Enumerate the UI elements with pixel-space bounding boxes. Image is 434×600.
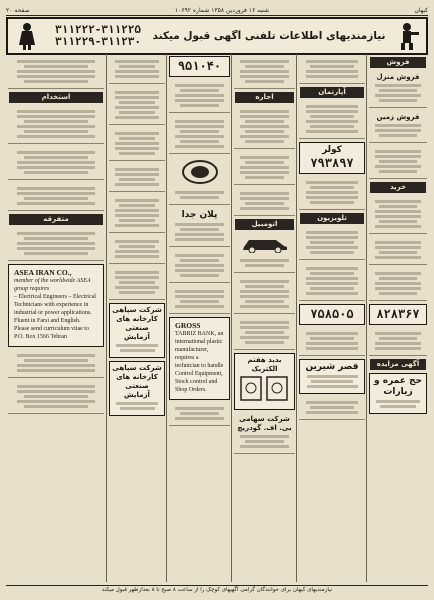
ad-land-sale <box>369 111 427 143</box>
ad-generic <box>169 250 230 283</box>
ad-generic <box>109 195 165 233</box>
ad-generic <box>169 403 230 426</box>
appliance-icon <box>238 374 292 402</box>
ad-company-import <box>109 303 165 358</box>
phone-figure-icon-left <box>10 21 44 51</box>
paper-name: کیهان <box>414 7 428 14</box>
ad-title: فروش منزل <box>376 73 420 81</box>
banner-phone-line-1: ۳۱۱۲۲۲-۳۱۱۲۲۵ <box>54 23 142 36</box>
ad-generic <box>169 80 230 113</box>
ad-generic <box>8 106 104 144</box>
section-various: متفرقه <box>9 214 103 225</box>
ad-generic <box>299 328 365 356</box>
ad-generic <box>369 146 427 179</box>
ad-generic <box>234 276 295 314</box>
ad-generic <box>299 227 365 260</box>
section-tv: تلویزیون <box>300 213 364 224</box>
ad-title: حج عمره و زیارات <box>374 376 422 397</box>
company-logo-icon <box>180 159 220 185</box>
banner-headline: نیازمندیهای اطلاعات تلفنی آگهی قبول میکند <box>152 30 386 42</box>
section-auction: آگهی مزایده <box>370 359 426 370</box>
ad-generic <box>8 381 104 414</box>
classifieds-banner <box>6 17 428 55</box>
ad-gross-text <box>172 320 227 396</box>
ad-generic <box>169 116 230 154</box>
column-4 <box>166 54 232 582</box>
ad-title: شرکت سپاهی کارخانه های صنعتی آزمایش <box>112 364 162 399</box>
page-number: صفحه ۲۰ <box>6 7 30 14</box>
ad-generic <box>234 56 295 89</box>
ad-title: شرکت سپاهی کارخانه های صنعتی آزمایش <box>112 306 162 341</box>
banner-phone-line-2: ۳۱۱۲۲۹-۳۱۱۲۳۰ <box>54 35 142 48</box>
ad-phone-number: ۹۵۱۰۴۰ <box>177 59 222 73</box>
issue-date: شنبه ۱۶ فروردین ۱۳۵۸ شماره ۱۰۶۹۲ <box>174 7 270 14</box>
ad-asea-text <box>11 267 101 343</box>
ad-phone-boxed <box>299 304 365 325</box>
column-1 <box>366 54 429 582</box>
ad-generic <box>369 268 427 301</box>
section-sale: فروش <box>370 57 426 68</box>
ad-generic <box>299 56 365 84</box>
ad-asea-items: – Electrical Engineers – Electrical Technicians with experience in industrial or power applications. Fluent in Farsi and English. <box>14 294 96 324</box>
ad-title: شرکت سهامی بی. اف. گودریچ <box>237 415 292 432</box>
ad-generic <box>109 87 165 125</box>
page-header-strip <box>6 6 428 16</box>
ad-generic <box>109 267 165 300</box>
ad-generic <box>8 56 104 89</box>
ad-title: کولر <box>322 145 342 155</box>
column-3 <box>231 54 297 582</box>
ad-generic <box>299 177 365 210</box>
ad-generic <box>109 128 165 161</box>
banner-phones <box>46 24 150 48</box>
ad-generic <box>8 183 104 211</box>
ad-asea <box>8 264 104 347</box>
ad-hajj <box>369 373 427 414</box>
ad-generic <box>8 350 104 378</box>
ad-generic <box>369 196 427 234</box>
ad-generic <box>369 237 427 265</box>
section-apartments: آپارتمان <box>300 87 364 98</box>
section-rent: اجاره <box>235 92 294 103</box>
column-2 <box>296 54 367 582</box>
ad-phone-boxed <box>369 304 427 325</box>
ad-generic <box>299 101 365 139</box>
ad-generic <box>234 188 295 216</box>
ad-title: پلان جدا <box>181 210 218 220</box>
ad-title: فروش زمین <box>376 113 420 121</box>
ad-asea-contact: Please send curriculum vitae to P.O. Box 1566 Tehran <box>14 326 89 340</box>
ad-gross-body: TABRIZ BANK, an international plastic manufacturer, requires a technician to handle Control Equipment, Stock control and Shop Orders. <box>175 331 224 393</box>
section-employment: استخدام <box>9 92 103 103</box>
ad-gross-title: GROSS <box>175 321 201 330</box>
phone-figure-icon <box>390 21 424 51</box>
ad-phone-boxed <box>169 56 230 77</box>
ad-generic <box>8 147 104 180</box>
ad-qasrshirin <box>299 359 365 394</box>
ad-company-import-2 <box>109 361 165 416</box>
ad-generic <box>8 228 104 261</box>
ad-title: قصر شیرین <box>305 362 359 372</box>
section-cars: اتومبیل <box>235 219 294 230</box>
ad-koolar <box>299 142 365 174</box>
ad-house-sale <box>369 71 427 108</box>
ad-car-image <box>234 233 295 273</box>
ad-generic <box>109 164 165 192</box>
ad-asea-subtitle: member of the worldwide ASEA group requires <box>14 278 91 292</box>
ad-generic <box>234 106 295 149</box>
column-6 <box>6 54 106 582</box>
ad-generic <box>234 152 295 185</box>
section-buy: خرید <box>370 182 426 193</box>
ad-generic <box>299 397 365 420</box>
ad-title: بدید هفتم الکتریک <box>247 356 282 373</box>
ad-generic <box>169 286 230 314</box>
ad-logo <box>169 157 230 205</box>
ad-plan <box>169 208 230 247</box>
page-footer-strip: نیازمندیهای کیهان برای خوانندگان گرامی آگهیهای کوچک را از ساعت ۸ صبح تا ۸ بعدازظهر قبول میکند <box>6 585 428 595</box>
ad-electric <box>234 353 295 410</box>
car-icon <box>240 235 290 253</box>
column-5 <box>106 54 167 582</box>
ad-generic <box>234 317 295 350</box>
ad-company-tech <box>234 413 295 454</box>
ad-phone-number: ۷۵۸۵۰۵ <box>310 307 354 321</box>
ad-phone-number: ۸۲۸۳۶۷ <box>376 307 420 321</box>
ad-asea-title: ASEA IRAN CO., <box>14 268 72 277</box>
classified-columns <box>6 54 428 582</box>
ad-generic <box>109 56 165 84</box>
ad-generic <box>299 263 365 301</box>
ad-generic <box>109 236 165 264</box>
ad-phone-number: ۷۹۳۸۹۷ <box>310 156 354 170</box>
ad-generic <box>369 328 427 356</box>
ad-gross <box>169 317 230 400</box>
